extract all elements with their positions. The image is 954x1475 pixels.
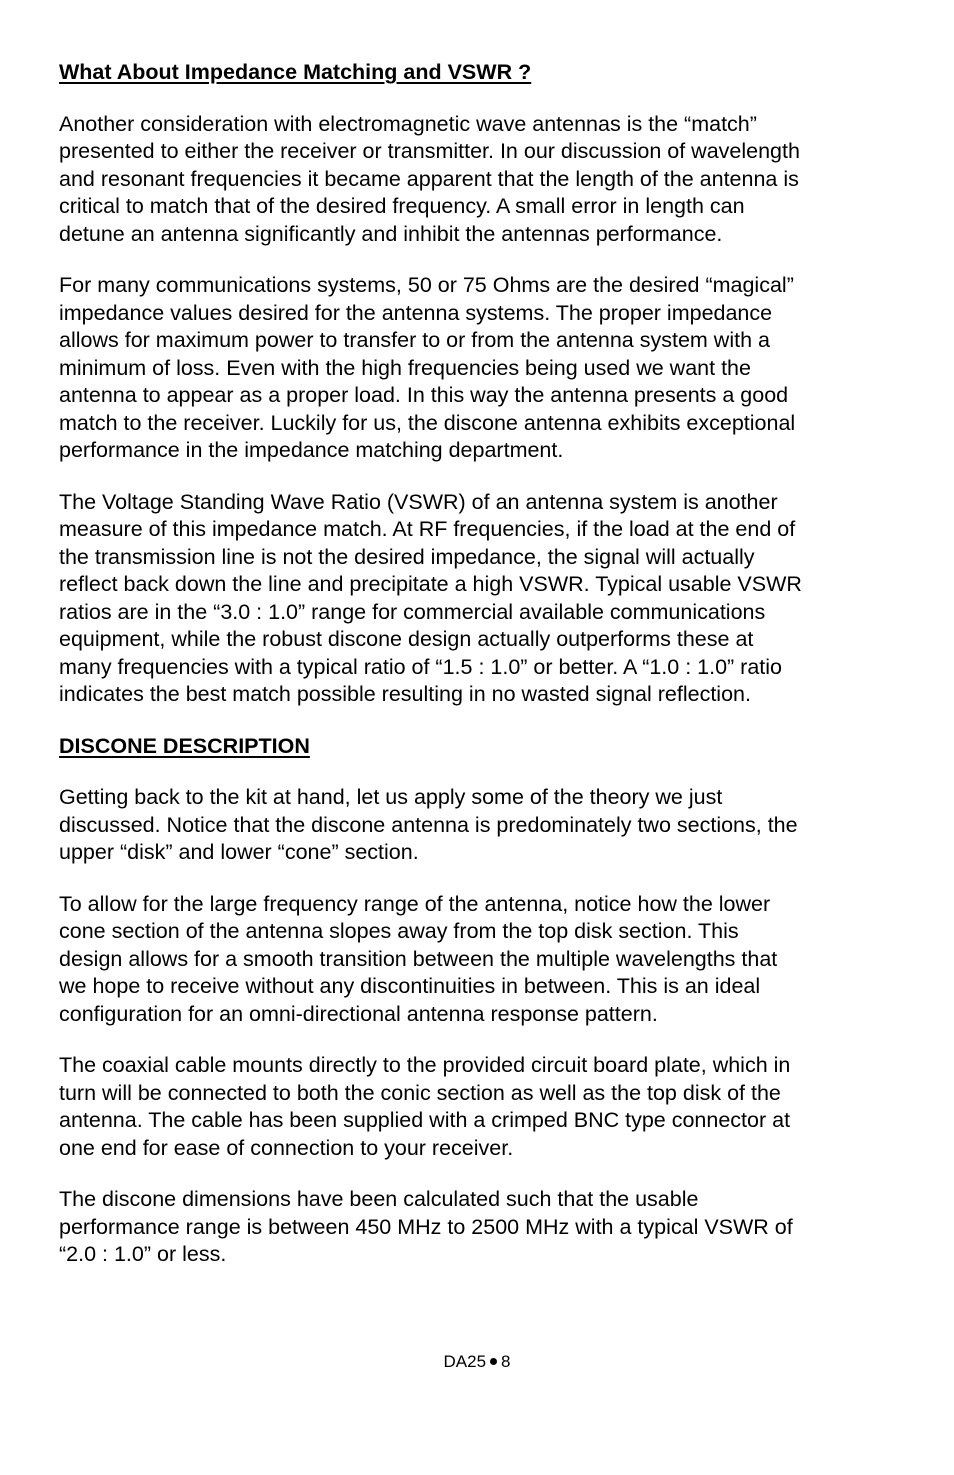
document-page: [59, 59, 897, 1269]
paragraph-coaxial-cable: The coaxial cable mounts directly to the provided circuit board plate, which in turn will be connected to both the conic section as well as the top disk of the antenna. The cable has been supplied with a crimped BNC type connector at one end for ease of connection to your receiver.: [59, 1053, 791, 1160]
page-footer: [0, 1352, 954, 1372]
bullet-icon: [490, 1358, 497, 1365]
section-heading-impedance: What About Impedance Matching and VSWR ?: [59, 60, 532, 84]
page-number: 8: [501, 1352, 511, 1371]
paragraph-impedance-values: For many communications systems, 50 or 75 Ohms are the desired “magical” impedance values desired for the antenna systems. The proper impedance allows for maximum power to transfer to or from the antenna system with a minimum of loss. Even with the high frequencies being used we want the antenna to appear as a proper load. In this way the antenna presents a good match to the receiver. Luckily for us, the discone antenna exhibits exceptional performance in the impedance matching department.: [59, 273, 796, 462]
paragraph-kit-sections: Getting back to the kit at hand, let us apply some of the theory we just discussed. Notice that the discone antenna is predominately two sections, the upper “disk” and lower “cone” section.: [59, 785, 798, 864]
paragraph-vswr: The Voltage Standing Wave Ratio (VSWR) of an antenna system is another measure of this impedance match. At RF frequencies, if the load at the end of the transmission line is not the desired impedance, the signal will actually reflect back down the line and precipitate a high VSWR. Typical usable VSWR ratios are in the “3.0 : 1.0” range for commercial available communications equipment, while the robust discone design actually outperforms these at many frequencies with a typical ratio of “1.5 : 1.0” or better. A “1.0 : 1.0” ratio indicates the best match possible resulting in no wasted signal reflection.: [59, 489, 802, 706]
paragraph-match: Another consideration with electromagnetic wave antennas is the “match” presented to either the receiver or transmitter. In our discussion of wavelength and resonant frequencies it became apparent that the length of the antenna is critical to match that of the desired frequency. A small error in length can detune an antenna significantly and inhibit the antennas performance.: [59, 111, 800, 246]
paragraph-frequency-range: To allow for the large frequency range of the antenna, notice how the lower cone section of the antenna slopes away from the top disk section. This design allows for a smooth transition between the multiple wavelengths that we hope to receive without any discontinuities in between. This is an ideal configuration for an omni-directional antenna response pattern.: [59, 891, 778, 1026]
paragraph-dimensions: The discone dimensions have been calculated such that the usable performance range is between 450 MHz to 2500 MHz with a typical VSWR of “2.0 : 1.0” or less.: [59, 1187, 793, 1266]
doc-code: DA25: [443, 1352, 487, 1371]
section-heading-discone: DISCONE DESCRIPTION: [59, 733, 310, 758]
